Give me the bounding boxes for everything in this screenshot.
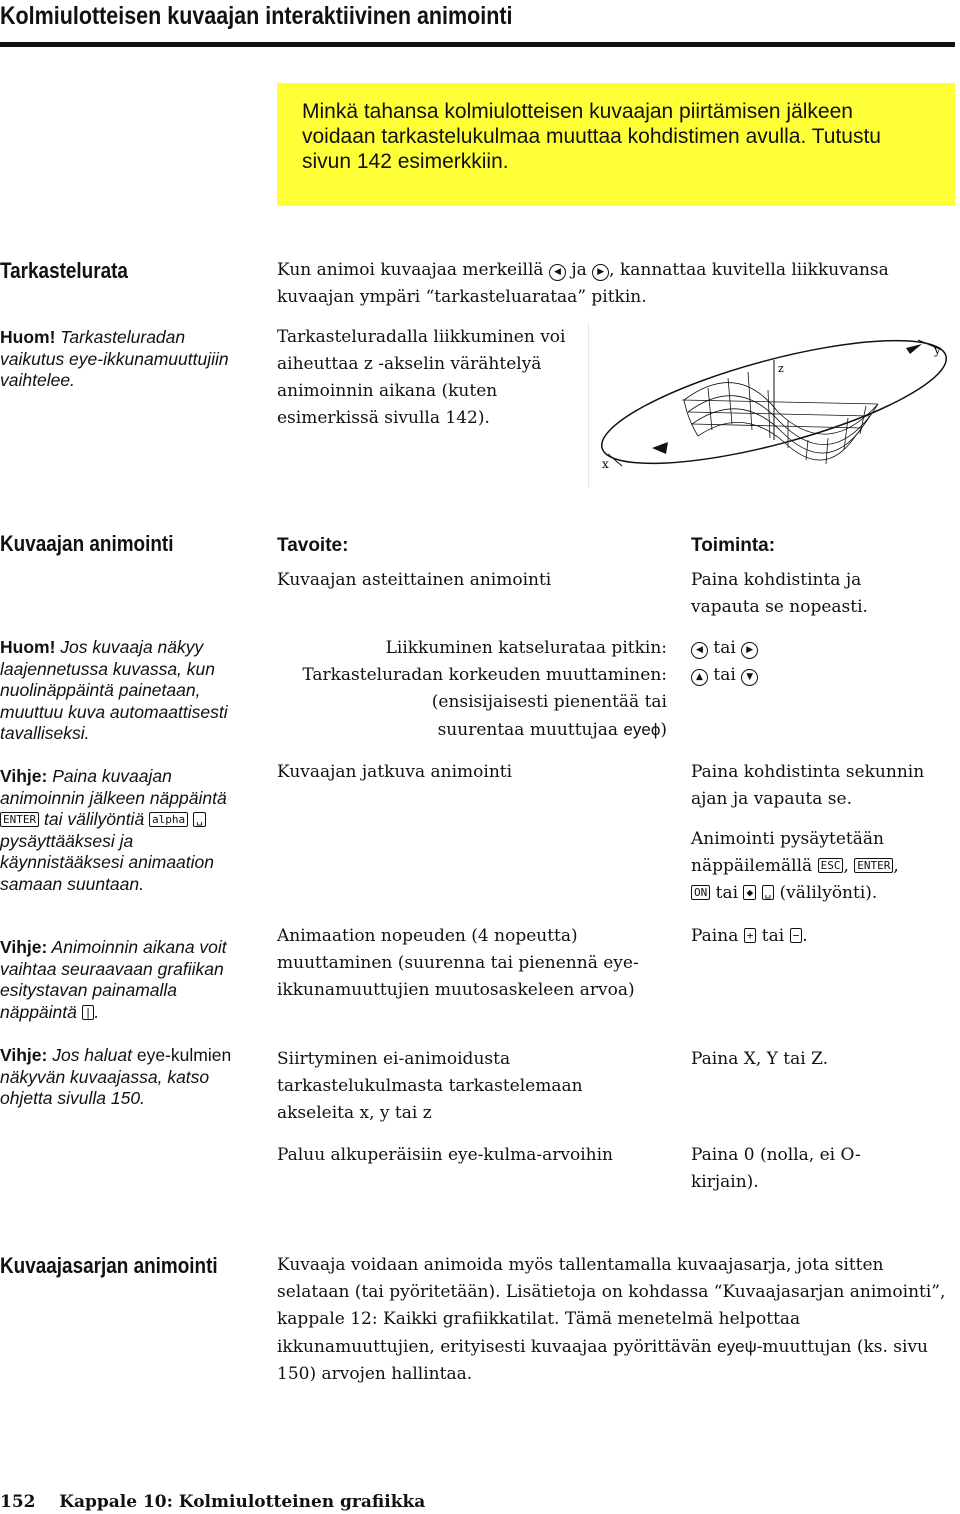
space-key: ␣ [762, 885, 775, 900]
esc-key: ESC [818, 858, 844, 873]
row2-goal-text: suurentaa muuttujaa [437, 720, 624, 740]
row5-goal: Siirtyminen ei-animoidusta tarkastelukulmasta tarkastelemaan akseleita x, y tai z [277, 1049, 583, 1123]
para1-part-c: , kannattaa kuvitella liikkuvansa kuvaajan ympäri “tarkasteluarataa” pitkin. [277, 260, 889, 307]
page-title: Kolmiulotteisen kuvaajan interaktiivinen animointi [0, 2, 513, 30]
bar-key: | [82, 1005, 95, 1020]
plus-key: + [744, 928, 757, 943]
space-key: ␣ [193, 812, 206, 827]
row2-goal-line3: (ensisijaisesti pienentää tai [431, 692, 667, 712]
row4-action-text: . [802, 926, 808, 946]
down-arrow-icon: ▼ [741, 669, 758, 686]
row4-action-text: tai [756, 926, 790, 946]
z-axis-label: z [778, 362, 784, 375]
row2-goal-line1: Liikkuminen katselurataa pitkin: [385, 638, 667, 658]
row3-action-text: tai [710, 883, 744, 903]
minus-key: − [790, 928, 803, 943]
section-heading-tarkastelurata: Tarkastelurata [0, 258, 128, 283]
right-arrow-icon: ▶ [592, 264, 609, 281]
para1-part-b: ja [565, 260, 593, 280]
on-key: ON [691, 885, 710, 900]
section-heading-kuvaajasarjan-animointi: Kuvaajasarjan animointi [0, 1253, 218, 1278]
y-axis-label: y [934, 343, 941, 357]
side-note-huom-2 [0, 637, 250, 745]
row2-action-tai: tai [713, 665, 736, 685]
enter-key: ENTER [0, 812, 39, 827]
row3-action: Paina kohdistinta sekunnin ajan ja vapauta se. [691, 762, 925, 809]
eye-phi-variable: eyeϕ [623, 720, 661, 739]
diamond-key: ◆ [743, 885, 756, 900]
side-note-huom [0, 327, 245, 392]
eye-psi-variable: eyeψ [717, 1337, 757, 1356]
section3-text: Kuvaaja voidaan animoida myös tallentamalla kuvaajasarja, jota sitten selataan (tai pyöritetään). Lisätietoja on kohdassa “Kuvaajasarjan animointi”, kappale 12: Kaikki grafiikkatilat. Tämä menetelmä helpottaa ikkunamuuttujien, erityisesti kuvaajaa pyörittävän [277, 1255, 946, 1357]
row2-goal-text: ) [660, 720, 667, 740]
note-text: Minkä tahansa kolmiulotteisen kuvaajan piirtämisen jälkeen voidaan tarkastelukulmaa muuttaa kohdistimen avulla. Tutustu sivun 142 esimerkkiin. [302, 100, 881, 173]
right-arrow-icon: ▶ [741, 642, 758, 659]
x-axis-label: x [602, 457, 609, 471]
row3-action-text: , [893, 856, 899, 876]
row3-action-stop [691, 826, 959, 907]
side-note-text: tai välilyöntiä [39, 809, 150, 829]
page-number: 152 [0, 1492, 36, 1512]
row3-action-text: (välilyönti). [774, 883, 878, 903]
row3-goal: Kuvaajan jatkuva animointi [277, 762, 513, 782]
side-note-label: Huom! [0, 327, 56, 347]
row2-goal [277, 635, 667, 744]
row1-goal: Kuvaajan asteittainen animointi [277, 570, 552, 590]
wire-surface [682, 372, 878, 464]
section3-paragraph [277, 1252, 947, 1388]
row4-action-text: Paina [691, 926, 744, 946]
side-note-vihje-3 [0, 1045, 250, 1110]
alpha-key: alpha [149, 812, 188, 827]
side-note-vihje-1 [0, 766, 250, 895]
side-note-label: Vihje: [0, 1045, 48, 1065]
column-header-action: Toiminta: [691, 535, 776, 556]
row2-action-tai: tai [713, 638, 736, 658]
orbit-arrow-left [652, 442, 668, 454]
row2-action-line1 [691, 635, 891, 662]
section3-text: -muuttujan (ks. sivu 150) arvojen hallintaa. [277, 1337, 928, 1384]
side-note-text: Animoinnin aikana voit vaihtaa seuraavaan grafiikan esitystavan painamalla näppäintä [0, 937, 227, 1022]
side-note-text: pysäyttääksesi ja käynnistääksesi animaation samaan suuntaan. [0, 830, 215, 894]
chapter-title: Kappale 10: Kolmiulotteinen grafiikka [59, 1492, 426, 1512]
row4-action [691, 923, 931, 950]
section1-paragraph2: Tarkasteluradalla liikkuminen voi aiheuttaa z -akselin värähtelyä animoinnin aikana (kuten esimerkissä sivulla 142). [277, 327, 566, 428]
up-arrow-icon: ▲ [691, 669, 708, 686]
side-note-text: Paina kuvaajan animoinnin jälkeen näppäintä [0, 766, 227, 808]
side-note-text: näkyvän kuvaajassa, katso ohjetta sivulla 150. [0, 1066, 210, 1108]
left-arrow-icon: ◀ [691, 642, 708, 659]
side-note-vihje-2 [0, 937, 250, 1023]
title-rule [0, 42, 955, 47]
page-footer [0, 1492, 425, 1512]
row3-action-text: Animointi pysäytetään näppäilemällä [691, 829, 884, 876]
row4-goal: Animaation nopeuden (4 nopeutta) muuttaminen (suurenna tai pienennä eye-ikkunamuuttujien muutosaskeleen arvoa) [277, 926, 639, 1000]
side-note-text: Tarkasteluradan vaikutus eye-ikkunamuuttujiin vaihtelee. [0, 327, 229, 390]
enter-key: ENTER [854, 858, 893, 873]
side-note-label: Vihje: [0, 937, 48, 957]
side-note-label: Vihje: [0, 766, 48, 786]
surface-orbit-figure [588, 320, 960, 488]
left-arrow-icon: ◀ [549, 264, 566, 281]
orbit-arrow-right [906, 344, 922, 354]
side-note-text: . [94, 1001, 100, 1022]
row2-goal-line2: Tarkasteluradan korkeuden muuttaminen: [302, 665, 667, 685]
row3-action-text: , [843, 856, 855, 876]
row2-goal-line4 [277, 716, 667, 744]
row2-action-line2 [691, 662, 891, 689]
column-header-goal: Tavoite: [277, 535, 349, 556]
row1-action: Paina kohdistinta ja vapauta se nopeasti. [691, 570, 868, 617]
row6-action: Paina 0 (nolla, ei O-kirjain). [691, 1145, 861, 1192]
row6-goal: Paluu alkuperäisiin eye-kulma-arvoihin [277, 1145, 613, 1165]
side-note-text: Jos kuvaaja näkyy laajennetussa kuvassa, kun nuolinäppäintä painetaan, muuttuu kuva automaattisesti tavalliseksi. [0, 637, 228, 743]
section1-paragraph1 [277, 257, 947, 311]
para1-part-a: Kun animoi kuvaajaa merkeillä [277, 260, 549, 280]
section-heading-kuvaajan-animointi: Kuvaajan animointi [0, 531, 174, 556]
row2-action [691, 635, 891, 689]
side-note-label: Huom! [0, 637, 56, 657]
side-note-text: eye-kulmien [136, 1045, 232, 1065]
row5-action: Paina X, Y tai Z. [691, 1049, 828, 1069]
side-note-text: Jos haluat [47, 1045, 137, 1065]
